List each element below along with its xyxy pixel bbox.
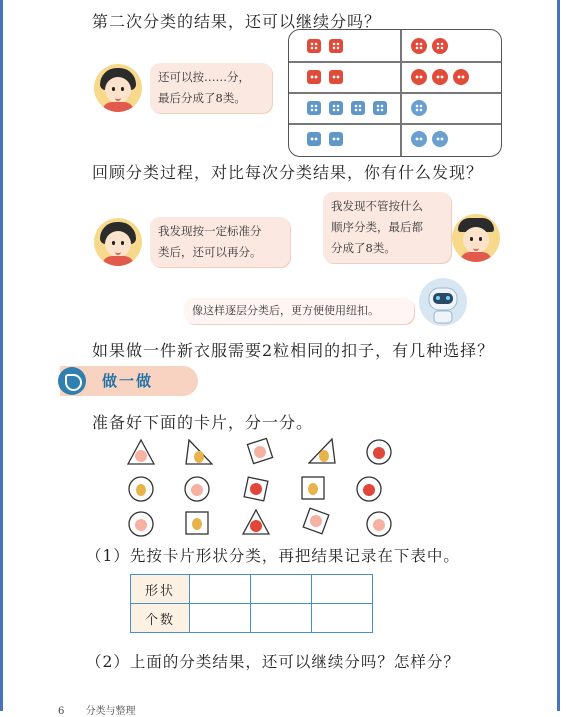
square-card-pear: [300, 475, 326, 501]
table-cell[interactable]: [312, 575, 373, 604]
page-edge-right: [557, 0, 560, 711]
blue-square-button-icon: [329, 101, 343, 115]
bubble-line: 分成了8类。: [331, 241, 396, 255]
row-header-shape: 形状: [131, 575, 190, 604]
blue-square-button-icon: [351, 101, 365, 115]
blue-square-button-icon: [329, 132, 343, 146]
red-round-button-icon: [411, 38, 427, 54]
blue-round-button-icon: [432, 131, 448, 147]
unit-title: 分类与整理: [85, 706, 136, 717]
red-round-button-icon: [411, 69, 427, 85]
bubble-line: 最后分成了8类。: [158, 91, 246, 105]
boy-avatar: [452, 214, 500, 262]
square-card-peach: [300, 505, 332, 537]
blue-square-button-icon: [373, 101, 387, 115]
triangle-card-pear: [185, 439, 213, 465]
girl-speech-bubble: [150, 217, 290, 267]
robot-icon: [418, 276, 468, 328]
blue-square-button-icon: [307, 101, 321, 115]
red-round-button-icon: [453, 69, 469, 85]
triangle-card-apple: [242, 509, 270, 535]
square-card-peach: [244, 435, 276, 467]
triangle-card-peach: [127, 439, 155, 465]
activity-icon: [58, 367, 86, 395]
bubble-line: 还可以按……分，: [158, 70, 250, 84]
page-footer: [58, 702, 136, 717]
girl-speech-bubble: [150, 63, 272, 113]
girl-avatar: [94, 64, 142, 112]
circle-card-apple: [366, 439, 392, 465]
task-2: （2）上面的分类结果，还可以继续分吗？怎样分？: [86, 653, 460, 671]
circle-card-pear: [128, 476, 154, 502]
page-edge-left: [0, 0, 3, 711]
button-classification-table: [288, 29, 502, 157]
bubble-line: 我发现按一定标准分: [158, 224, 262, 238]
question-continue-classify: 第二次分类的结果，还可以继续分吗？: [92, 12, 382, 31]
question-two-buttons: 如果做一件新衣服需要2粒相同的扣子，有几种选择？: [92, 341, 495, 360]
girl-avatar: [94, 218, 142, 266]
page-number: 6: [58, 706, 65, 717]
bubble-line: 类后，还可以再分。: [158, 245, 262, 259]
table-cell[interactable]: [190, 575, 251, 604]
section-title: 做一做: [102, 372, 154, 390]
red-round-button-icon: [432, 69, 448, 85]
question-review: 回顾分类过程，对比每次分类结果，你有什么发现？: [92, 163, 484, 182]
triangle-card-pear: [308, 438, 336, 464]
bubble-line: 顺序分类，最后都: [331, 220, 423, 234]
boy-speech-bubble: [323, 192, 451, 263]
instruction-prepare-cards: 准备好下面的卡片，分一分。: [92, 413, 314, 432]
row-header-count: 个数: [131, 604, 190, 633]
robot-speech-bubble: 像这样逐层分类后，更方便使用纽扣。: [184, 298, 414, 324]
circle-card-peach: [366, 511, 392, 537]
blue-square-button-icon: [307, 132, 321, 146]
square-card-apple: [240, 473, 272, 505]
table-cell[interactable]: [190, 604, 251, 633]
square-card-pear: [184, 510, 210, 536]
red-square-button-icon: [329, 39, 343, 53]
table-cell[interactable]: [312, 604, 373, 633]
table-cell[interactable]: [251, 604, 312, 633]
red-square-button-icon: [307, 39, 321, 53]
bubble-line: 我发现不管按什么: [331, 199, 423, 213]
blue-round-button-icon: [411, 131, 427, 147]
circle-card-peach: [184, 476, 210, 502]
red-square-button-icon: [307, 70, 321, 84]
circle-card-apple: [356, 476, 382, 502]
table-cell[interactable]: [251, 575, 312, 604]
circle-card-peach: [128, 511, 154, 537]
red-round-button-icon: [432, 38, 448, 54]
red-square-button-icon: [329, 70, 343, 84]
blue-round-button-icon: [411, 100, 427, 116]
task-1: （1）先按卡片形状分类，再把结果记录在下表中。: [86, 547, 460, 565]
record-table: [130, 574, 373, 633]
